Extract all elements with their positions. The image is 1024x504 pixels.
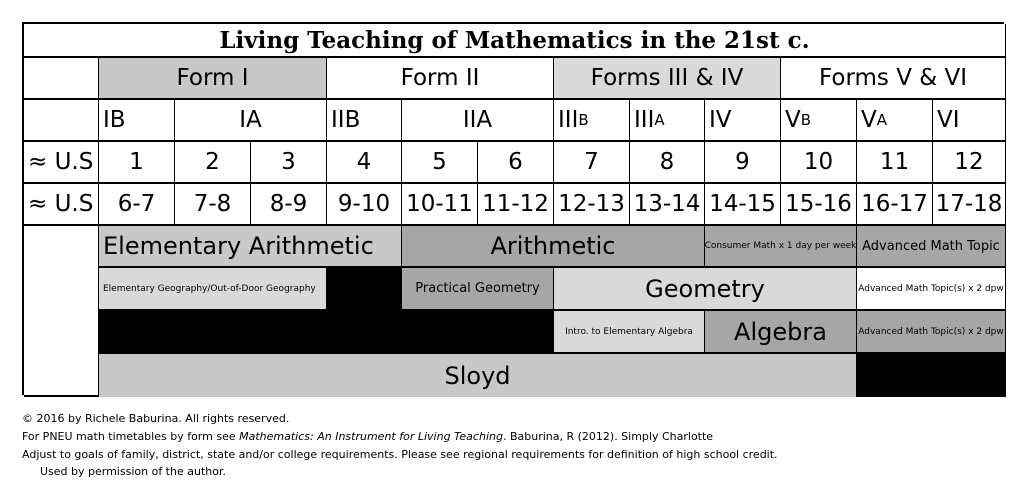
level-va-suffix: A [876,111,887,129]
grade-cell: 8 [630,142,705,184]
age-cell: 10-11 [402,184,478,226]
algebra-bar: Algebra [705,311,857,354]
level-corner-cell [24,100,99,142]
age-cell: 15-16 [781,184,857,226]
us-grade-label: ≈ U.S [24,142,99,184]
grade-cell: 3 [251,142,327,184]
level-iiia-suffix: A [654,111,665,129]
grade-cell: 1 [99,142,175,184]
level-iv: IV [705,100,781,142]
table-title: Living Teaching of Mathematics in the 21st c. [24,24,1006,58]
grade-cell: 6 [478,142,554,184]
subject-label-column [24,226,99,397]
level-ia: IA [175,100,327,142]
form-i-header: Form I [99,58,327,100]
age-cell: 12-13 [554,184,630,226]
copyright-line: © 2016 by Richele Baburina. All rights reserved. [22,412,290,425]
advanced-math-topics-bar: Advanced Math Topic(s) x 2 dpw [857,311,1006,354]
level-vb [781,100,857,142]
level-vb-suffix: B [800,111,812,129]
age-cell: 9-10 [327,184,402,226]
elementary-arithmetic-bar: Elementary Arithmetic [99,226,402,268]
level-vi: VI [933,100,1006,142]
pneu-reference-line [22,430,713,444]
grade-cell: 10 [781,142,857,184]
form-ii-header: Form II [327,58,554,100]
blank-black-block [857,354,1006,397]
level-iiib-roman: III [558,107,579,133]
corner-cell [24,58,99,100]
arithmetic-bar: Arithmetic [402,226,705,268]
intro-algebra-bar: Intro. to Elementary Algebra [554,311,705,354]
grade-cell: 5 [402,142,478,184]
level-iia: IIA [402,100,554,142]
grade-cell: 2 [175,142,251,184]
age-cell: 8-9 [251,184,327,226]
forms-v-vi-header: Forms V & VI [781,58,1006,100]
grade-cell: 7 [554,142,630,184]
pneu-book-title: Mathematics: An Instrument for Living Teaching [239,430,503,443]
blank-black-block [327,268,402,311]
blank-black-block [99,311,554,354]
age-cell: 13-14 [630,184,705,226]
age-cell: 6-7 [99,184,175,226]
grade-cell: 9 [705,142,781,184]
us-age-label: ≈ U.S [24,184,99,226]
elementary-geography-bar: Elementary Geography/Out-of-Door Geography [99,268,327,311]
advanced-math-topics-bar: Advanced Math Topic(s) x 2 dpw [857,268,1006,311]
level-iiia [630,100,705,142]
level-iiib [554,100,630,142]
level-va [857,100,933,142]
practical-geometry-bar: Practical Geometry [402,268,554,311]
grade-cell: 12 [933,142,1006,184]
level-ib: IB [99,100,175,142]
consumer-math-bar: Consumer Math x 1 day per week [705,226,857,268]
age-cell: 11-12 [478,184,554,226]
sloyd-bar: Sloyd [99,354,857,397]
grade-cell: 4 [327,142,402,184]
grade-cell: 11 [857,142,933,184]
math-curriculum-table [22,22,1004,395]
advanced-math-topic-bar: Advanced Math Topic [857,226,1006,268]
pneu-suffix: . Baburina, R (2012). Simply Charlotte [502,430,714,443]
pneu-prefix: For PNEU math timetables by form see [22,430,240,443]
level-iib: IIB [327,100,402,142]
age-cell: 16-17 [857,184,933,226]
level-iiia-roman: III [634,107,655,133]
age-cell: 14-15 [705,184,781,226]
adjust-note-line: Adjust to goals of family, district, state and/or college requirements. Please see regional requirements for definition of high school credit. [22,448,778,461]
level-va-roman: V [861,107,877,133]
forms-iii-iv-header: Forms III & IV [554,58,781,100]
geometry-bar: Geometry [554,268,857,311]
age-cell: 7-8 [175,184,251,226]
level-iiib-suffix: B [578,111,589,129]
permission-line: Used by permission of the author. [40,465,226,478]
level-vb-roman: V [785,107,801,133]
age-cell: 17-18 [933,184,1006,226]
